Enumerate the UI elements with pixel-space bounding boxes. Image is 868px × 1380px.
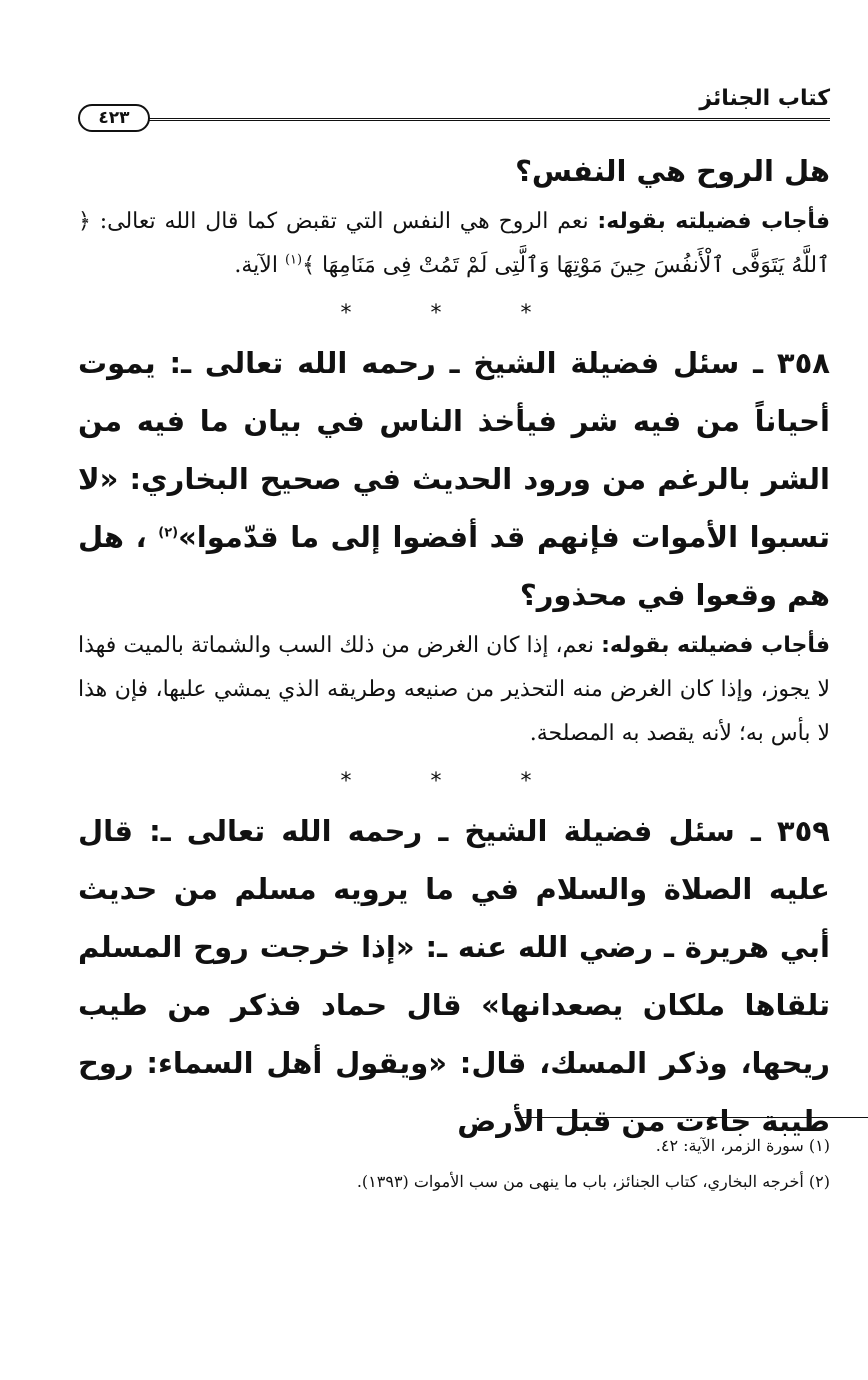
footnote-1: (١) سورة الزمر، الآية: ٤٢. (655, 1136, 830, 1155)
answer-lead: فأجاب فضيلته بقوله: (597, 209, 830, 234)
running-header (78, 80, 830, 128)
chapter-title: كتاب الجنائز (699, 86, 830, 111)
question-text: ٣٥٨ ـ سئل فضيلة الشيخ ـ رحمه الله تعالى ـ: يموت أحياناً من فيه شر فيأخذ الناس في بيان ما فيه من الشر بالرغم من ورود الحديث في صحيح البخاري: «لا تسبوا الأموات فإنهم قد أفضوا إلى ما قدّموا» (78, 346, 830, 554)
question-text-end: ، هل هم وقعوا في محذور؟ (78, 520, 830, 612)
answer-lead: فأجاب فضيلته بقوله: (601, 633, 830, 658)
footnote-rule (522, 1117, 868, 1118)
answer-tail: الآية. (234, 253, 285, 278)
header-rule (148, 118, 830, 121)
section-separator: * * * (340, 301, 568, 326)
question-358 (78, 334, 830, 624)
answer-text: نعم الروح هي النفس التي تقبض كما قال الله تعالى: (90, 209, 598, 234)
answer-soul-is-self (78, 200, 830, 288)
footnote-2: (٢) أخرجه البخاري، كتاب الجنائز، باب ما ينهى من سب الأموات (١٣٩٣). (356, 1172, 830, 1191)
footnotes (0, 1128, 868, 1200)
section-separator: * * * (340, 769, 568, 794)
quran-verse: ﴿ ٱللَّهُ يَتَوَفَّى ٱلْأَنفُسَ حِينَ مَوْتِهَا وَٱلَّتِى لَمْ تَمُتْ فِى مَنَامِهَا ﴾ (78, 209, 830, 278)
answer-text: نعم، إذا كان الغرض من ذلك السب والشماتة بالميت فهذا لا يجوز، وإذا كان الغرض منه التحذير من صنيعه وطريقه الذي يمشي عليها، فإن هذا لا بأس به؛ لأنه يقصد به المصلحة. (78, 633, 830, 746)
footnote-ref-1[interactable]: (١) (284, 252, 303, 268)
page-number: ٤٢٣ (78, 104, 150, 132)
question-359: ٣٥٩ ـ سئل فضيلة الشيخ ـ رحمه الله تعالى ـ: قال عليه الصلاة والسلام في ما يرويه مسلم من حديث أبي هريرة ـ رضي الله عنه ـ: «إذا خرجت روح المسلم تلقاها ملكان يصعدانها» قال حماد فذكر من طيب ريحها، وذكر المسك، قال: «ويقول أهل السماء: روح طيبة جاءت من قبل الأرض (78, 814, 830, 1138)
answer-358 (78, 624, 830, 756)
footnote-ref-2[interactable]: (٢) (158, 525, 179, 541)
question-soul-is-self: هل الروح هي النفس؟ (515, 154, 830, 188)
